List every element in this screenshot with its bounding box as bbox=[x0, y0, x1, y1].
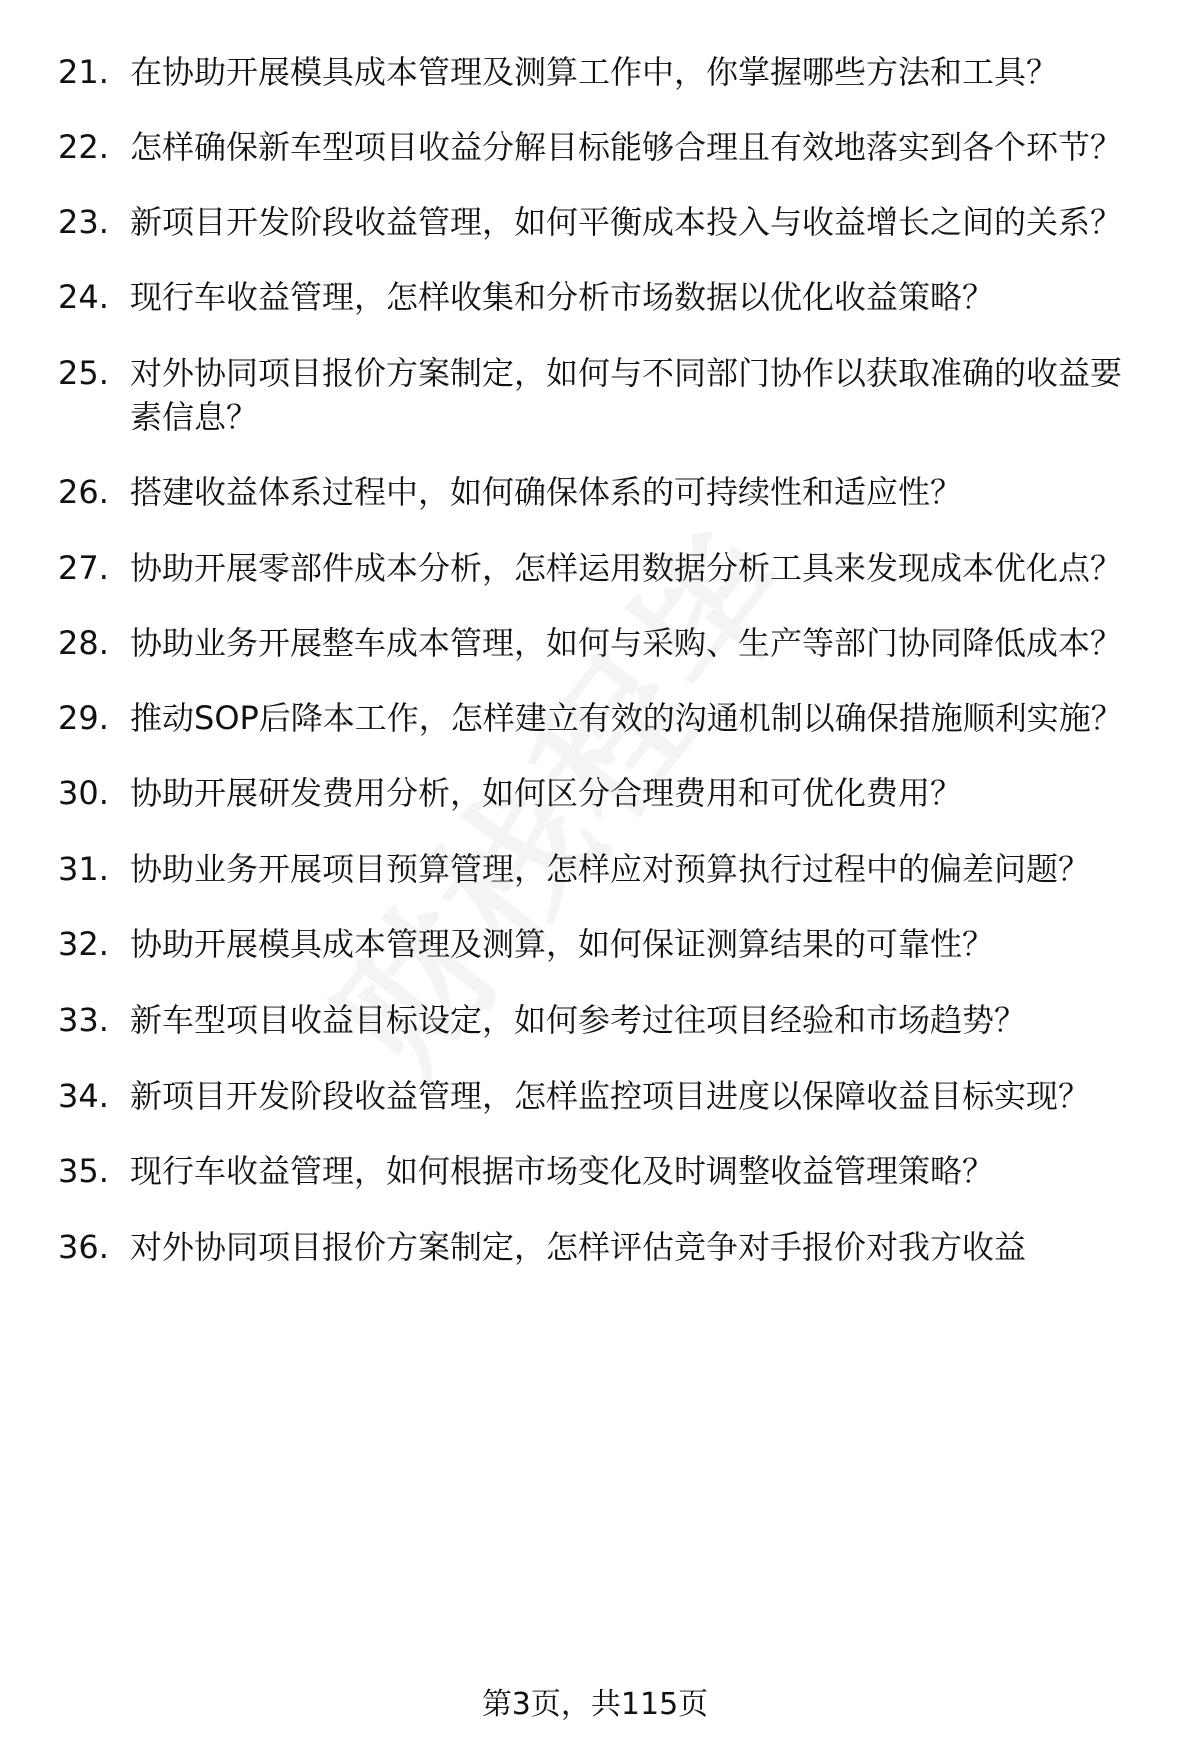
question-number: 21. bbox=[58, 53, 109, 91]
question-item bbox=[58, 125, 1148, 169]
question-number: 27. bbox=[58, 549, 109, 587]
question-text: 协助业务开展整车成本管理，如何与采购、生产等部门协同降低成本？ bbox=[130, 624, 1123, 662]
question-text: 在协助开展模具成本管理及测算工作中，你掌握哪些方法和工具？ bbox=[130, 53, 1059, 91]
question-text: 现行车收益管理，怎样收集和分析市场数据以优化收益策略？ bbox=[130, 278, 995, 316]
question-text: 协助开展研发费用分析，如何区分合理费用和可优化费用？ bbox=[130, 774, 963, 812]
question-text: 搭建收益体系过程中，如何确保体系的可持续性和适应性？ bbox=[130, 473, 963, 511]
question-number: 29. bbox=[58, 699, 109, 737]
question-item bbox=[58, 50, 1148, 94]
question-text: 推动SOP后降本工作，怎样建立有效的沟通机制以确保措施顺利实施？ bbox=[130, 699, 1123, 737]
question-number: 22. bbox=[58, 128, 109, 166]
question-text: 协助开展零部件成本分析，怎样运用数据分析工具来发现成本优化点？ bbox=[130, 549, 1123, 587]
question-number: 25. bbox=[58, 354, 109, 392]
question-item bbox=[58, 470, 1148, 514]
question-number: 26. bbox=[58, 473, 109, 511]
question-item bbox=[58, 771, 1148, 815]
question-text: 协助开展模具成本管理及测算，如何保证测算结果的可靠性？ bbox=[130, 925, 995, 963]
page-number-label: 第3页，共115页 bbox=[481, 1687, 709, 1722]
question-item bbox=[58, 847, 1148, 891]
question-number: 32. bbox=[58, 925, 109, 963]
question-number: 36. bbox=[58, 1228, 109, 1266]
question-number: 31. bbox=[58, 850, 109, 888]
question-item bbox=[58, 1149, 1148, 1193]
question-number: 33. bbox=[58, 1001, 109, 1039]
question-item bbox=[58, 546, 1148, 590]
question-text: 对外协同项目报价方案制定，怎样评估竞争对手报价对我方收益 bbox=[130, 1228, 1027, 1266]
question-item bbox=[58, 621, 1148, 665]
question-text: 对外协同项目报价方案制定，如何与不同部门协作以获取准确的收益要素信息？ bbox=[130, 354, 1123, 436]
question-item bbox=[58, 998, 1148, 1042]
page-footer bbox=[0, 1685, 1190, 1725]
question-number: 28. bbox=[58, 624, 109, 662]
question-item bbox=[58, 696, 1148, 740]
question-text: 协助业务开展项目预算管理，怎样应对预算执行过程中的偏差问题？ bbox=[130, 850, 1091, 888]
question-number: 30. bbox=[58, 774, 109, 812]
question-text: 新项目开发阶段收益管理，如何平衡成本投入与收益增长之间的关系？ bbox=[130, 203, 1123, 241]
question-item bbox=[58, 275, 1148, 319]
question-number: 35. bbox=[58, 1152, 109, 1190]
question-item bbox=[58, 200, 1148, 244]
question-item bbox=[58, 351, 1148, 439]
question-number: 23. bbox=[58, 203, 109, 241]
question-text: 怎样确保新车型项目收益分解目标能够合理且有效地落实到各个环节？ bbox=[130, 128, 1123, 166]
question-item bbox=[58, 1225, 1148, 1269]
question-number: 34. bbox=[58, 1077, 109, 1115]
question-list bbox=[58, 50, 1148, 1301]
question-text: 新项目开发阶段收益管理，怎样监控项目进度以保障收益目标实现？ bbox=[130, 1077, 1091, 1115]
question-text: 现行车收益管理，如何根据市场变化及时调整收益管理策略？ bbox=[130, 1152, 995, 1190]
question-item bbox=[58, 922, 1148, 966]
question-number: 24. bbox=[58, 278, 109, 316]
question-text: 新车型项目收益目标设定，如何参考过往项目经验和市场趋势？ bbox=[130, 1001, 1027, 1039]
question-item bbox=[58, 1074, 1148, 1118]
